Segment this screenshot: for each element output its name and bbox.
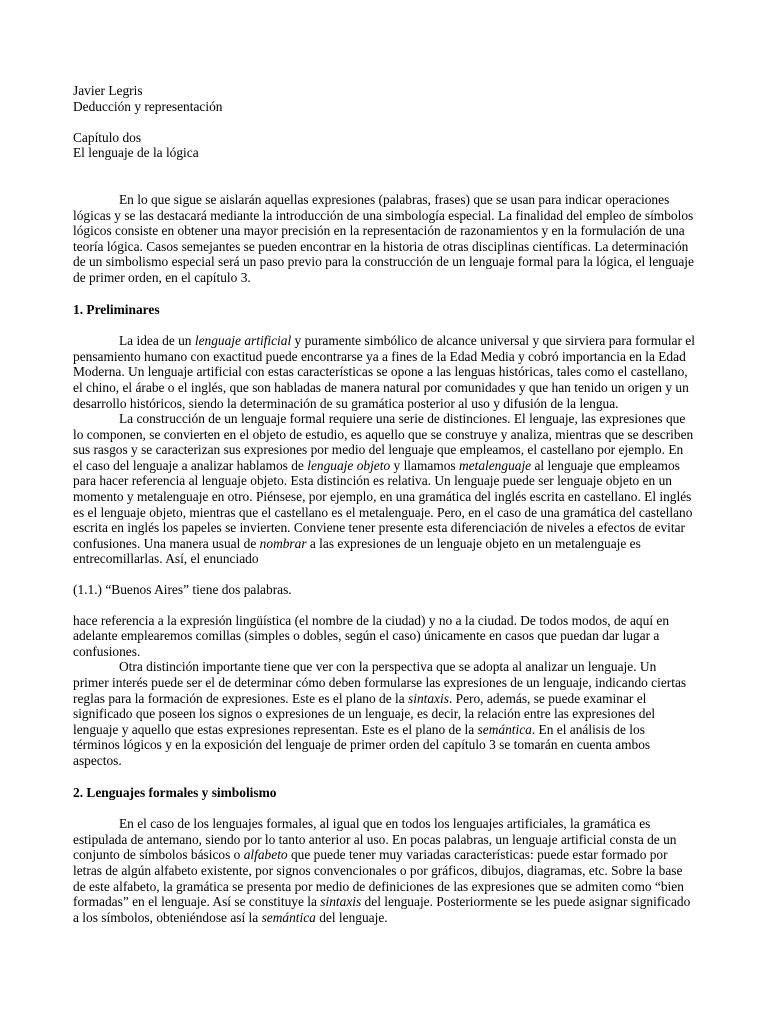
author-name: Javier Legris <box>73 83 143 98</box>
emphasis-term: lenguaje artificial <box>194 333 292 349</box>
emphasis-term: sintaxis <box>320 894 362 910</box>
text-run: y puramente simbólico de alcance universal y que sirviera para formular el pensamiento humano con exactitud puede encontrarse ya a fines de la Edad Media y cobró importancia en la Edad Moderna. Un lenguaje artificial con estas características se opone a las lenguas históricas, tales como el castellano, el chino, el árabe o el inglés, que son habladas de manera natural por comunidades y que han tenido un origen y un desarrollo históricos, siendo la determinación de su gramática posterior al uso y difusión de la lengua. <box>73 333 695 411</box>
text-run: del lenguaje. <box>315 909 388 925</box>
chapter-title: El lenguaje de la lógica <box>73 145 199 161</box>
text-run: . En el análisis de los términos lógicos y en la exposición del lenguaje de primer orden del capítulo 3 se tomarán en cuenta ambos aspectos. <box>73 721 651 768</box>
emphasis-term: alfabeto <box>243 847 288 863</box>
text-run: Otra distinción importante tiene que ver con la perspectiva que se adopta al analizar un lenguaje. Un primer interés puede ser el de determinar cómo deben formularse las expresiones de un lenguaje, indicando ciertas reglas para la formación de expresiones. Este es el plano de la <box>73 659 687 706</box>
chapter-label: Capítulo dos <box>73 129 142 145</box>
text-run: a las expresiones de un lenguaje objeto en un metalenguaje es entrecomillarlas. Así, el enunciado <box>73 535 641 567</box>
emphasis-term: lenguaje objeto <box>307 457 391 473</box>
emphasis-term: metalenguaje <box>458 457 532 473</box>
text-run: . Pero, además, se puede examinar el significado que poseen los signos o expresiones de un lenguaje, es decir, la relación entre las expresiones del lenguaje y aquello que estas expresiones representan. Este es el plano de la <box>73 690 656 737</box>
book-title: Deducción y representación <box>73 98 223 114</box>
section-2-paragraph-1 <box>73 816 695 925</box>
text-run: del lenguaje. Posteriormente se les puede asignar significado a los símbolos, obteniéndose así la <box>73 894 691 925</box>
example-sentence: (1.1.) “Buenos Aires” tiene dos palabras. <box>73 582 292 598</box>
text-run: al lenguaje que empleamos para hacer referencia al lenguaje objeto. Esta distinción es relativa. Un lenguaje puede ser lenguaje objeto en un momento y metalenguaje en otro. Piénsese, por ejemplo, en una gramática del inglés escrita en castellano. El inglés es el lenguaje objeto, mientras que el castellano es el metalenguaje. Pero, en el caso de una gramática del castellano escrita en inglés los papeles se invierten. Conviene tener presente esta diferenciación de niveles a efectos de evitar confusiones. Una manera usual de <box>73 457 693 551</box>
section-1-paragraph-1 <box>73 333 695 411</box>
text-run: La idea de un <box>119 333 195 349</box>
section-1-title: 1. Preliminares <box>73 301 160 317</box>
text-run: y llamamos <box>390 457 459 473</box>
intro-paragraph: En lo que sigue se aislarán aquellas expresiones (palabras, frases) que se usan para indicar operaciones lógicas y se las destacará mediante la introducción de una simbología especial. La finalidad del empleo de símbolos lógicos consiste en obtener una mayor precisión en la representación de razonamientos y en la formulación de una teoría lógica. Casos semejantes se pueden encontrar en la historia de otras disciplinas científicas. La determinación de un simbolismo especial será un paso previo para la construcción de un lenguaje formal para la lógica, el lenguaje de primer orden, en el capítulo 3. <box>73 191 694 285</box>
section-1-paragraph-2 <box>73 411 695 567</box>
emphasis-term: sintaxis <box>408 690 449 706</box>
text-run: que puede tener muy variadas características: puede estar formado por letras de algún alfabeto existente, por signos convencionales o por gráficos, dibujos, diagramas, etc. Sobre la base de este alfabeto, la gramática se presenta por medio de definiciones de las expresiones que se admiten como “bien formadas” en el lenguaje. Así se constituye la <box>73 847 684 910</box>
section-1-paragraph-4 <box>73 659 695 768</box>
emphasis-term: nombrar <box>259 535 307 551</box>
section-2-title: 2. Lenguajes formales y simbolismo <box>73 784 277 800</box>
text-run: La construcción de un lenguaje formal requiere una serie de distinciones. El lenguaje, las expresiones que lo componen, se convierten en el objeto de estudio, es aquello que se construye y analiza, mientras que se describen sus rasgos y se caracterizan sus expresiones por medio del lenguaje que empleamos, el castellano por ejemplo. En el caso del lenguaje a analizar hablamos de <box>73 411 694 473</box>
emphasis-term: semántica <box>477 721 532 737</box>
emphasis-term: semántica <box>261 909 316 925</box>
section-1-paragraph-3: hace referencia a la expresión lingüística (el nombre de la ciudad) y no a la ciudad. De todos modos, de aquí en adelante emplearemos comillas (simples o dobles, según el caso) únicamente en casos que puedan dar lugar a confusiones. <box>73 612 670 659</box>
text-run: En el caso de los lenguajes formales, al igual que en todos los lenguajes artificiales, la gramática es estipulada de antemano, siendo por lo tanto anterior al uso. En pocas palabras, un lenguaje artificial consta de un conjunto de símbolos básicos o <box>73 816 677 863</box>
